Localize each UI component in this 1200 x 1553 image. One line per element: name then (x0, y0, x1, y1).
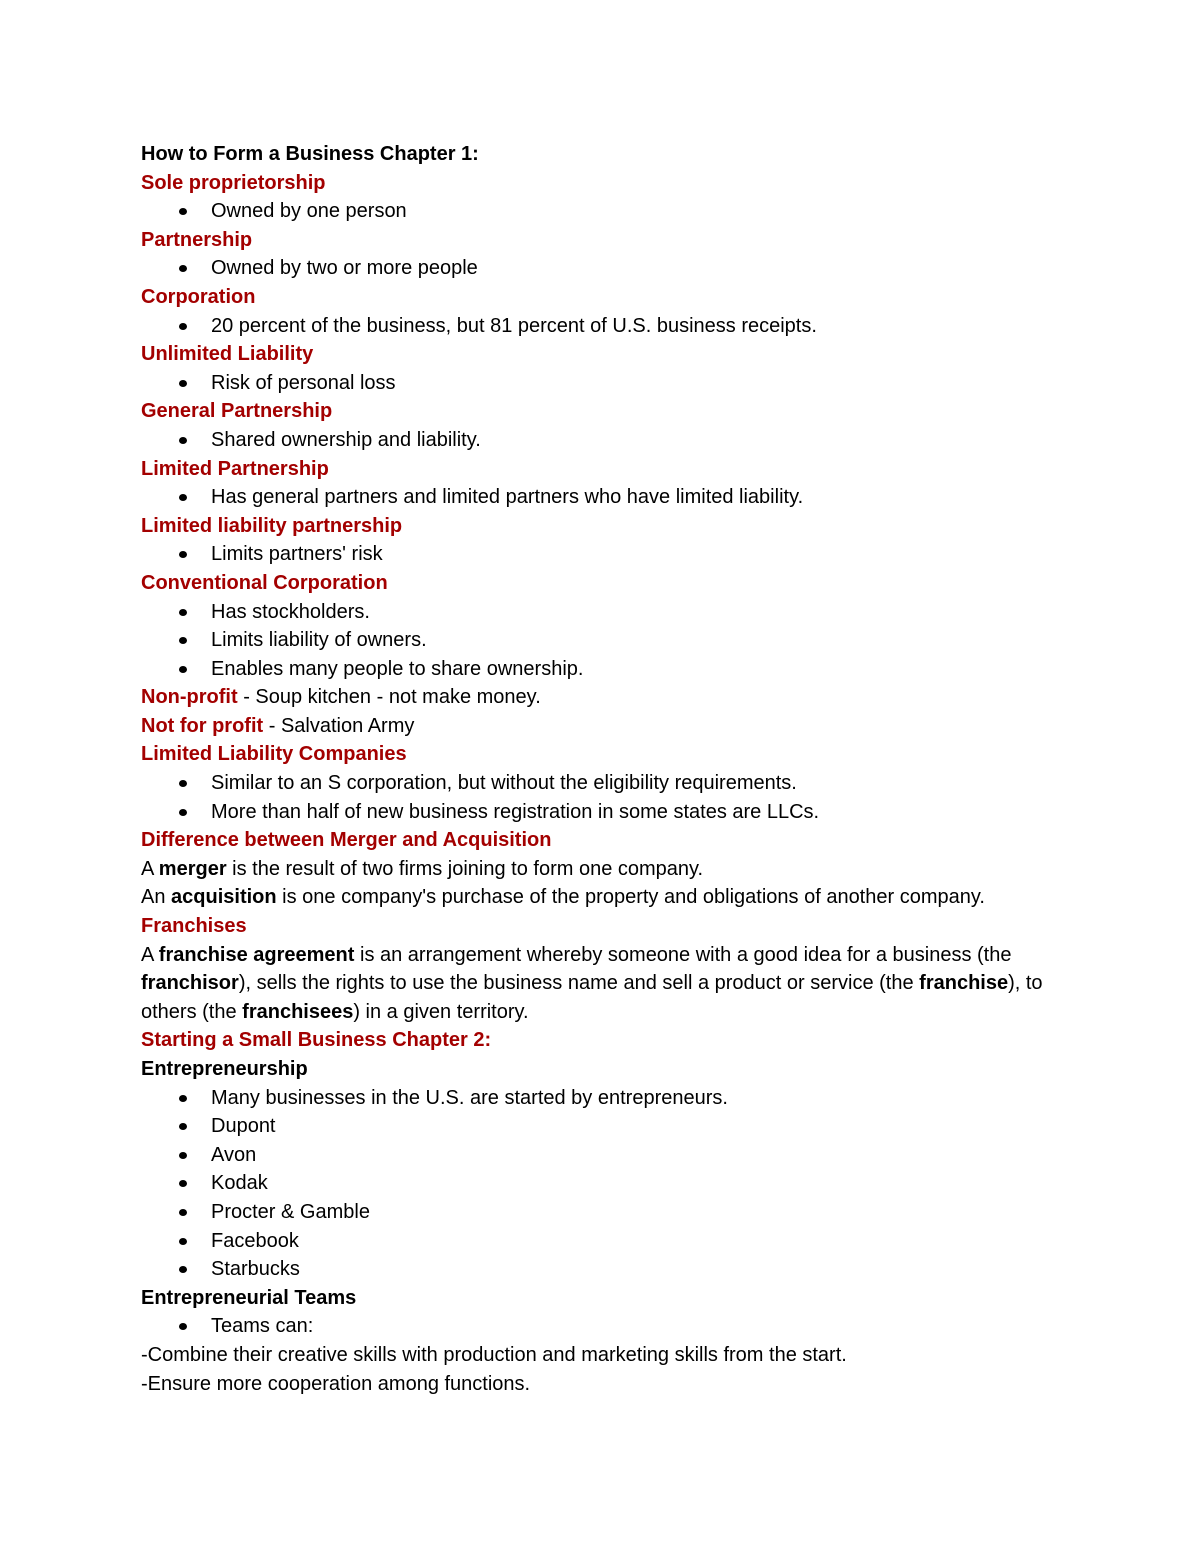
list-item: Many businesses in the U.S. are started by entrepreneurs. (141, 1084, 1081, 1113)
chapter-2-title: Starting a Small Business Chapter 2: (141, 1029, 492, 1052)
list-item: Facebook (141, 1227, 1081, 1256)
list-entrepreneurship (141, 1084, 1081, 1284)
list-item: Has general partners and limited partners who have limited liability. (141, 483, 1081, 512)
franchise-agreement-term: franchise agreement (158, 943, 355, 966)
list-item: More than half of new business registration in some states are LLCs. (141, 798, 1081, 827)
list-sole-proprietorship (141, 197, 1081, 226)
heading-partnership: Partnership (141, 228, 253, 251)
acquisition-definition (141, 883, 1081, 912)
heading-entrepreneurial-teams: Entrepreneurial Teams (141, 1286, 357, 1309)
franchise-term: franchise (919, 972, 1009, 995)
not-for-profit-term: Not for profit (141, 714, 264, 737)
franchise-text-5: ) in a given territory. (353, 1000, 529, 1023)
list-limited-liability-partnership (141, 540, 1081, 569)
list-partnership (141, 254, 1081, 283)
list-limited-partnership (141, 483, 1081, 512)
document-title: How to Form a Business Chapter 1: (141, 143, 479, 165)
list-item: Similar to an S corporation, but without the eligibility requirements. (141, 769, 1081, 798)
teams-line-1: -Combine their creative skills with production and marketing skills from the start. (141, 1343, 847, 1366)
list-entrepreneurial-teams (141, 1312, 1081, 1341)
not-for-profit-text: - Salvation Army (263, 714, 415, 737)
teams-line-2: -Ensure more cooperation among functions. (141, 1372, 531, 1395)
nonprofit-term: Non-profit (141, 686, 238, 709)
list-limited-liability-companies (141, 769, 1081, 826)
merger-definition (141, 855, 1081, 884)
list-item: Limits partners' risk (141, 540, 1081, 569)
list-item: Kodak (141, 1169, 1081, 1198)
franchise-text-4: ), to others (the (141, 972, 1043, 1023)
list-item: Avon (141, 1141, 1081, 1170)
merger-term: merger (158, 857, 227, 880)
merger-prefix: A (141, 857, 159, 880)
not-for-profit-line (141, 712, 1081, 741)
list-general-partnership (141, 426, 1081, 455)
list-item: Shared ownership and liability. (141, 426, 1081, 455)
franchise-text-1: A (141, 943, 159, 966)
acquisition-prefix: An (141, 886, 172, 909)
list-item: Owned by two or more people (141, 254, 1081, 283)
list-unlimited-liability (141, 369, 1081, 398)
list-item: Risk of personal loss (141, 369, 1081, 398)
heading-franchises: Franchises (141, 915, 247, 938)
list-item: Teams can: (141, 1312, 1081, 1341)
nonprofit-line (141, 683, 1081, 712)
heading-corporation: Corporation (141, 285, 256, 308)
list-item: Limits liability of owners. (141, 626, 1081, 655)
list-corporation (141, 312, 1081, 341)
list-item: Has stockholders. (141, 598, 1081, 627)
list-item: Starbucks (141, 1255, 1081, 1284)
franchise-text-2: is an arrangement whereby someone with a good idea for a business (the (354, 943, 1012, 966)
document-content (141, 140, 1081, 1398)
list-item: Enables many people to share ownership. (141, 655, 1081, 684)
heading-merger-acquisition: Difference between Merger and Acquisition (141, 829, 552, 852)
heading-entrepreneurship: Entrepreneurship (141, 1058, 308, 1080)
heading-limited-liability-companies: Limited Liability Companies (141, 743, 407, 766)
list-item: Dupont (141, 1112, 1081, 1141)
heading-conventional-corporation: Conventional Corporation (141, 571, 388, 594)
merger-text: is the result of two firms joining to form one company. (226, 857, 704, 880)
list-item: 20 percent of the business, but 81 percent of U.S. business receipts. (141, 312, 1081, 341)
list-conventional-corporation (141, 598, 1081, 684)
heading-limited-liability-partnership: Limited liability partnership (141, 514, 403, 537)
franchisees-term: franchisees (242, 1000, 354, 1023)
heading-sole-proprietorship: Sole proprietorship (141, 171, 326, 194)
franchise-paragraph (141, 941, 1081, 1027)
franchise-text-3: ), sells the rights to use the business name and sell a product or service (the (238, 972, 920, 995)
list-item: Owned by one person (141, 197, 1081, 226)
heading-general-partnership: General Partnership (141, 400, 333, 423)
list-item: Procter & Gamble (141, 1198, 1081, 1227)
acquisition-text: is one company's purchase of the property and obligations of another company. (276, 886, 985, 909)
heading-unlimited-liability: Unlimited Liability (141, 343, 314, 366)
nonprofit-text: - Soup kitchen - not make money. (237, 686, 541, 709)
heading-limited-partnership: Limited Partnership (141, 457, 329, 480)
franchisor-term: franchisor (141, 972, 239, 995)
acquisition-term: acquisition (171, 886, 277, 909)
